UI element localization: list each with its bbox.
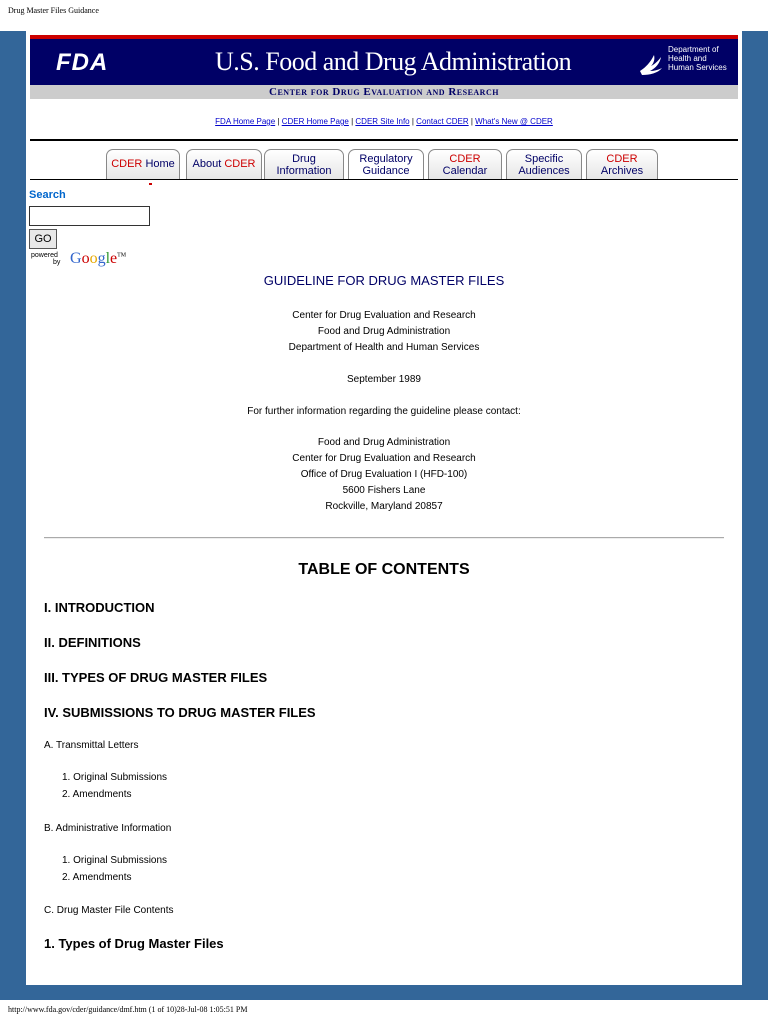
fda-banner	[30, 35, 738, 85]
search-label: Search	[29, 189, 66, 201]
hhs-eagle-icon	[636, 49, 666, 79]
toc-types[interactable]: III. TYPES OF DRUG MASTER FILES	[44, 670, 268, 685]
toc-definitions[interactable]: II. DEFINITIONS	[44, 635, 141, 650]
tab-specific-audiences[interactable]: Specific Audiences	[506, 149, 582, 179]
toc-title: TABLE OF CONTENTS	[298, 561, 470, 578]
page-frame	[0, 31, 768, 1000]
print-footer: http://www.fda.gov/cder/guidance/dmf.htm (1 of 10)28-Jul-08 1:05:51 PM	[8, 1005, 248, 1014]
section-divider	[44, 537, 724, 539]
toc-b-original[interactable]: 1. Original Submissions	[62, 855, 168, 866]
link-whats-new[interactable]: What's New @ CDER	[475, 117, 553, 126]
powered-by-text: powered by	[31, 252, 61, 266]
toc-dmf-contents[interactable]: C. Drug Master File Contents	[44, 905, 174, 916]
doc-title: GUIDELINE FOR DRUG MASTER FILES	[263, 273, 505, 288]
page-content	[26, 31, 742, 985]
link-cder-home[interactable]: CDER Home Page	[281, 117, 349, 126]
contact-intro: For further information regarding the guideline please contact:	[247, 406, 521, 417]
fda-banner-title: U.S. Food and Drug Administration	[215, 47, 572, 76]
tab-cder-archives[interactable]: CDER Archives	[586, 149, 658, 179]
toc-b-amendments[interactable]: 2. Amendments	[62, 872, 132, 883]
tab-about-cder[interactable]: About CDER	[186, 149, 262, 179]
toc-introduction[interactable]: I. INTRODUCTION	[44, 600, 155, 615]
contact-address: Food and Drug Administration Center for Drug Evaluation and Research Office of Drug Evaluation I (HFD-100) 5600 Fishers Lane Rockville, Maryland 20857	[292, 437, 476, 512]
tab-cder-home[interactable]: CDER Home	[106, 149, 180, 179]
go-button[interactable]: GO	[29, 229, 57, 249]
tab-regulatory-guidance[interactable]: Regulatory Guidance	[348, 149, 424, 179]
hhs-text: Department of Health and Human Services	[668, 45, 727, 72]
toc-submissions[interactable]: IV. SUBMISSIONS TO DRUG MASTER FILES	[44, 705, 316, 720]
toc-a-amendments[interactable]: 2. Amendments	[62, 789, 132, 800]
divider	[30, 139, 738, 141]
toc-types-of-dmf[interactable]: 1. Types of Drug Master Files	[44, 936, 224, 951]
link-fda-home[interactable]: FDA Home Page	[215, 117, 276, 126]
toc-transmittal-letters[interactable]: A. Transmittal Letters	[44, 740, 139, 751]
org-block: Center for Drug Evaluation and Research Food and Drug Administration Department of Health and Human Services	[288, 310, 480, 353]
red-marker	[149, 183, 152, 185]
tab-cder-calendar[interactable]: CDER Calendar	[428, 149, 502, 179]
center-name-bar: Center for Drug Evaluation and Research	[30, 85, 738, 99]
print-header: Drug Master Files Guidance	[8, 6, 99, 15]
doc-date: September 1989	[347, 374, 421, 385]
tab-drug-information[interactable]: Drug Information	[264, 149, 344, 179]
toc-a-original[interactable]: 1. Original Submissions	[62, 772, 168, 783]
top-links: FDA Home Page | CDER Home Page | CDER Site Info | Contact CDER | What's New @ CDER	[215, 117, 553, 126]
fda-logo[interactable]: FDA	[56, 49, 109, 76]
link-cder-site-info[interactable]: CDER Site Info	[355, 117, 410, 126]
tab-baseline	[30, 179, 738, 180]
toc-administrative-info[interactable]: B. Administrative Information	[44, 823, 172, 834]
link-contact-cder[interactable]: Contact CDER	[416, 117, 469, 126]
google-logo[interactable]: Google™	[70, 250, 127, 267]
search-input[interactable]	[29, 206, 150, 226]
